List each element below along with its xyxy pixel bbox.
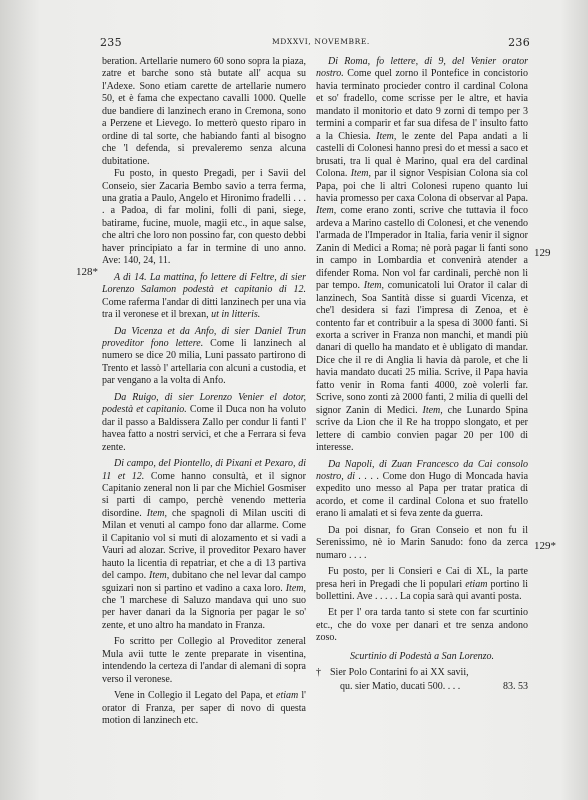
item-word: Item, (285, 582, 306, 594)
paragraph (102, 392, 306, 454)
entry-text: che 'l marchese di Saluzo mandava qui uno suo per haver danari da la Signoria per pagar le so' zente, et uno altro ha mandato in Franza. (102, 595, 306, 631)
paragraph: Et per l' ora tarda tanto si stete con far scurtinio etc., che do voxe per danari et tre senza andono zoso. (316, 607, 528, 644)
entry-text: Come raferma l'andar di ditti lanzinech per una via tra il veronese et il brexan, (102, 296, 306, 321)
paragraph: Fo scritto per Collegio al Proveditor zeneral Mula avii tutte le zente preparate in visentina, intendendo la certeza di l'andar di alemani di sopra verso il veronese. (102, 636, 306, 685)
entry-heading: Da Napoli, di Zuan Francesco da Cai consolo nostro, di . . . . (316, 458, 528, 482)
paragraph: Da poi disnar, fo Gran Conseio et non fu il Serenissimo, nè io Marin Sanudo: fono da zerca numaro . . . . (316, 524, 528, 561)
paragraph: beration. Artellarie numero 60 sono sopra la piaza, zatre et barche sono stà butate all' acqua su l'Adexe. Sono etiam carette de artellarie numero 50, et è fama che expectano cavalli 1000. Quelle due bandiere di lanzinech erano in Cremona, sono a Perzene et Lievego. Io metterò questo riparo in ordine di tal sorte, che habiando fanti al bisogno che 'l defenda, si prevaleremo senza alcuna dubitatione. (102, 56, 306, 167)
entry-text: Come il Duca non ha voluto dar il passo a Baldissera Zallo per condur li fanti l' havea fatto a nostri servici, et che a Ferrara si feva zente. (102, 404, 306, 453)
entry-text: le zente del Papa andati a li castelli di Colonesi hanno presi do et messi a saco et brusati, tra li qual è Marino, qual era del cardinal Colona. (316, 130, 528, 180)
ballot-votes: 83. 53 (503, 680, 528, 692)
right-column (316, 56, 528, 693)
entry-text: che spagnoli di Milan usciti di Milan et venuti al campo fono dar allarme. Come il Capitanio vol si muti di alozamento et si vadi a Vauri ad alozar. Scrive, il proveditor Pexaro haver hauto la licentia di repatriar, et che a dì 13 partiva del campo. (102, 507, 307, 582)
entry-heading: Da Vicenza et da Anfo, di sier Daniel Trun proveditor fono lettere. (102, 325, 306, 349)
entry-heading: Di campo, del Piontello, di Pixani et Pexaro, di 11 et 12. (102, 458, 306, 482)
paragraph (102, 272, 306, 322)
paragraph (316, 56, 528, 455)
entry-text: portino li bollettini. Ave . . . . . La copia sarà qui avanti posta. (316, 578, 528, 603)
paragraph (102, 458, 306, 632)
paragraph (102, 690, 306, 727)
left-column (102, 56, 306, 728)
ballot-entry (316, 667, 528, 679)
entry-text: che Lunardo Spina scrive da Lion che il Re ha troppo slongato, et per lettere di cambio convien pagar 20 per 100 di interesse. (316, 404, 528, 454)
paragraph: Fu posto, in questo Pregadi, per i Savii del Conseio, sier Zacaria Bembo savio a terra ferma, una gratia a Paulo, Angelo et Hironimo fradelli . . . . a Padoa, di far molini, folli di pani, siege, batirame, fucine, muole, magii etc., in aque salse, che altri che loro non possino far, con questo debbi haver principiato a far in termine di uno anno. Ave: 140, 24, 11. (102, 168, 306, 267)
page-number-left: 235 (100, 36, 122, 49)
entry-text: Fu posto, per li Consieri e Cai di XL, la parte presa heri in Pregadi che li populari (316, 566, 528, 590)
entry-text: comunicatoli lui Orator il calar di lanzinech, Soa Santità disse si guardi Vicenza, et che'l desidera si fazi l'impresa di Zenoa, et è contento far et contribuir a la spesa di 3000 fanti. Si exorta a scriver in Franza non manchi, et mandi più danari di quello ha mandato et è ubligato di mandar. Dice che il re di Anglia li havia dà parole, et che li havia mandato ducati 25 milia. Scrive, il Papa havia fatto venir in Roma fanti 4000, zoè volerli far. Scrive, sono zonti zà 2000 fanti, 2 milia di quelli del signor Zanin di Medici. (316, 280, 529, 416)
section-title: Scurtinio di Podestà a San Lorenzo. (349, 650, 495, 662)
entry-text: Come li lanzinech al numero se dice 20 milia, Luni passato partirono di Trento et lassò l' artellaria con alcuni a custodia, et par vengano a la volta di Anfo. (102, 337, 306, 387)
entry-text: Come hanno consultà, et il signor Capitanio zeneral non li par che Michiel Gosmiser si parti di campo, perchè venendo metteria disordine. (102, 470, 306, 519)
running-head (100, 36, 530, 50)
item-word: Item, (422, 404, 443, 416)
entry-text: par il signor Vespisian Colona sia col Papa, poi che li altri Colonesi rupeno quanto lui havia promesso per caxa Colona di observar al Papa. (316, 168, 528, 204)
dagger-mark: † (316, 667, 321, 679)
item-word: Item, (316, 205, 337, 217)
entry-text: dubitano che nel levar dal campo sguizari non si partino et vadino a caxa loro. (102, 570, 307, 594)
item-word: Item, (350, 168, 371, 180)
item-word: Item, (363, 280, 385, 292)
item-word: etiam (276, 690, 299, 702)
ballot-entry-line: qu. sier Matio, ducati 500. . . . (340, 680, 461, 692)
item-word: Item, (148, 570, 170, 582)
entry-text: l' orator di Franza, per saper di novo di questa motion di lanzinech etc. (102, 690, 306, 727)
entry-heading: Da Ruigo, di sier Lorenzo Venier el dotor, podestà et capitanio. (102, 391, 306, 416)
margin-note-left: 128* (76, 266, 98, 278)
margin-note-right-2: 129* (534, 540, 556, 552)
page-number-right: 236 (508, 36, 530, 49)
entry-text: Come quel zorno il Pontefice in concistorio havia terminato procieder contro il cardinal Colona et so' fradello, come scrisse per le altre, et havia mandato il monitorio et dato 9 zorni di tempo per 3 termini a comparir et far sua difesa de l' insulto fatto a la Chiesia. (316, 68, 528, 142)
ballot-entry-detail (316, 681, 528, 693)
entry-text: Vene in Collegio il Legato del Papa, et (114, 690, 277, 702)
entry-heading: A dì 14. La mattina, fo lettere di Feltre, di sier Lorenzo Salamon podestà et capitanio di 12. (102, 271, 306, 296)
margin-note-right-1: 129 (534, 247, 551, 259)
paragraph (316, 566, 528, 603)
entry-heading: Di Roma, fo lettere, di 9, del Venier orator nostro. (316, 56, 528, 80)
header-title: MDXXVI, NOVEMBRE. (272, 37, 370, 46)
paragraph (316, 459, 528, 521)
ballot-entry-name: Sier Polo Contarini fo ai XX savii, (330, 667, 469, 679)
item-word: etiam (465, 578, 488, 590)
item-word: Item, (146, 507, 168, 519)
entry-text: come erano zonti, scrive che tuttavia il foco ardeva a Marino castello di Colonesi, et che venendo l'armada de l'Imperador in Italia, faria venir il signor Zanin di Medici a Roma; nè porà pagar li fanti sono in campo in Lombardia et convenirà atender a difender Roma. Non vol far cardinali, perchè non li par tempo. (316, 205, 528, 292)
entry-text: Come don Hugo di Moncada havia expedito uno messo al Papa per tratar pratica di acordo, et come il cardinal Colona et suo fratello erano li amalati et si feva zente da guerra. (316, 470, 529, 520)
item-word: Item, (376, 130, 397, 142)
entry-text-italic: ut in litteris. (211, 309, 261, 321)
paragraph (102, 326, 306, 388)
